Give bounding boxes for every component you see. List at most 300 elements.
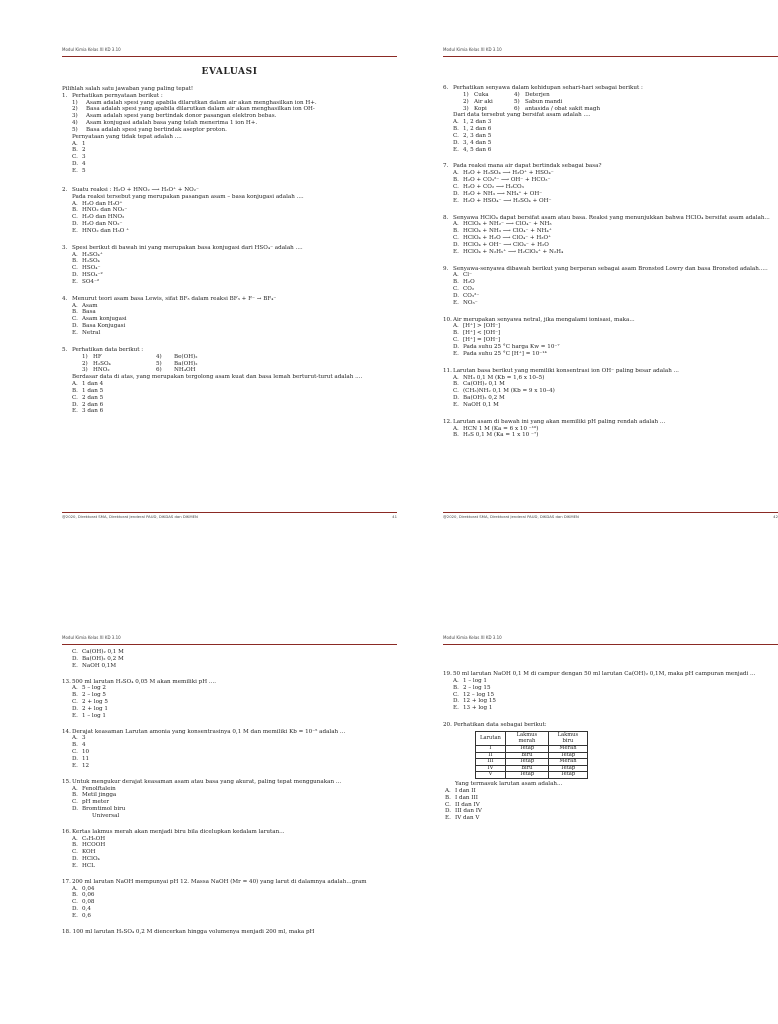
option-letter: B. xyxy=(72,258,78,265)
option-letter: A. xyxy=(72,200,78,207)
text-line: CO₃²⁻ xyxy=(463,292,480,299)
text-line: Perhatikan data sebagai berikut: xyxy=(453,722,547,729)
question-12 xyxy=(443,419,778,440)
table-cell: Tetap xyxy=(505,746,548,753)
text-line: Sabun mandi xyxy=(525,98,563,105)
answer-option xyxy=(72,154,397,161)
page-43 xyxy=(62,634,397,1024)
option-letter: E. xyxy=(72,227,78,234)
option-letter: B. xyxy=(453,432,459,439)
text-line: 4 xyxy=(82,742,86,749)
text-line: 50 ml larutan NaOH 0,1 M di campur dengan 50 ml larutan Ca(OH)₂ 0,1M, maka pH campuran menjadi ... xyxy=(453,671,756,677)
answer-option xyxy=(72,330,397,337)
data-list-row xyxy=(453,99,778,106)
text-line: 1 dan 5 xyxy=(82,387,104,394)
option-letter: B. xyxy=(453,684,459,691)
option-letter: D. xyxy=(453,698,460,705)
option-letter: C. xyxy=(72,849,78,856)
text-line: 0,06 xyxy=(82,892,95,899)
option-letter: B. xyxy=(453,228,459,235)
question-number: 8. xyxy=(443,214,449,221)
option-letter: C. xyxy=(453,286,459,293)
answer-option xyxy=(453,249,778,256)
text-line: 0,6 xyxy=(82,913,91,919)
option-letter: B. xyxy=(453,330,459,337)
answer-option xyxy=(453,198,778,205)
option-letter: E. xyxy=(72,167,78,174)
text-line: Senyawa-senyawa dibawah berikut yang berperan sebagai asam Bronsted Lowry dan basa Bronsted adalah..... xyxy=(453,265,768,272)
option-letter: A. xyxy=(72,302,78,309)
statement-item xyxy=(72,127,397,134)
table-cell: IV xyxy=(476,765,506,772)
text-line: Spesi berikut di bawah ini yang merupakan basa konjugasi dari HSO₄⁻ adalah .... xyxy=(72,244,303,251)
option-letter: E. xyxy=(72,862,78,869)
option-letter: B. xyxy=(72,309,78,316)
option-letter: C. xyxy=(72,214,78,221)
text-line: 10 xyxy=(82,749,90,756)
text-line: 12 xyxy=(82,762,90,769)
instruction: Pilihlah salah satu jawaban yang paling tepat! xyxy=(62,85,194,92)
text-line: Modul Kimia Kelas XI KD 3.10 xyxy=(62,47,121,53)
option-letter: E. xyxy=(445,815,451,822)
text-line: Dari data tersebut yang bersifat asam adalah .... xyxy=(453,112,591,119)
answer-option xyxy=(72,813,397,820)
question-number: 19. xyxy=(443,671,452,677)
text-line: H₂S 0,1 M (Ka = 1 x 10 ⁻⁷) xyxy=(463,432,539,439)
page-footer xyxy=(443,512,778,521)
page-41 xyxy=(62,46,397,521)
answer-option xyxy=(453,177,778,184)
text-line: Pada suhu 25 °C [H⁺] = 10⁻¹⁴ xyxy=(463,350,547,357)
text-line: 1, 2 dan 3 xyxy=(463,119,492,126)
answer-option xyxy=(453,140,778,147)
text-line: NaOH 0,1M xyxy=(82,662,117,669)
answer-option xyxy=(72,899,397,906)
option-letter: D. xyxy=(453,395,460,402)
option-letter: A. xyxy=(445,787,451,794)
option-letter: B. xyxy=(72,842,78,849)
option-letter: B. xyxy=(72,387,78,394)
text-line: 0,4 xyxy=(82,906,91,913)
question-number: 2. xyxy=(62,186,68,193)
option-letter: D. xyxy=(72,161,79,168)
table-cell: Merah xyxy=(548,759,587,766)
text-line: 1) xyxy=(72,99,78,106)
answer-option xyxy=(453,184,778,191)
answer-option xyxy=(453,191,778,198)
option-letter: C. xyxy=(72,265,78,272)
answer-option xyxy=(453,330,778,337)
text-line: Basa Konjugasi xyxy=(82,323,126,330)
text-line: HNO₂ dan H₃O ⁺ xyxy=(82,227,130,234)
text-line: Perhatikan data berikut : xyxy=(72,346,144,353)
text-line: H₂O + CO₂ ⟶ H₂CO₃ xyxy=(463,183,524,190)
statement-item xyxy=(72,120,397,127)
option-letter: A. xyxy=(453,221,459,228)
option-letter: A. xyxy=(72,251,78,258)
text-line: Perhatikan senyawa dalam kehidupan sehari-hari sebagai berikut : xyxy=(453,85,643,91)
text-line: H₃SO₄⁺ xyxy=(82,251,103,258)
question-number: 15. xyxy=(62,778,71,785)
option-letter: C. xyxy=(72,154,78,161)
option-letter: A. xyxy=(72,735,78,742)
table-cell: II xyxy=(476,752,506,759)
text-line: 1, 2 dan 6 xyxy=(463,126,492,133)
option-letter: D. xyxy=(453,190,460,197)
answer-option xyxy=(72,692,397,699)
question-11 xyxy=(443,368,778,409)
text-line: HClO₄ + N₂H₅⁺ ⟶ H₂ClO₄⁺ + N₂H₄ xyxy=(463,248,564,255)
answer-option xyxy=(453,685,778,692)
option-letter: B. xyxy=(72,207,78,214)
answer-option xyxy=(72,713,397,720)
text-line: 5 – log 2 xyxy=(82,685,106,692)
text-line: Metil jingga xyxy=(82,792,117,799)
text-line: III dan IV xyxy=(455,808,482,815)
text-line: KOH xyxy=(82,849,96,856)
answer-option xyxy=(72,663,397,670)
answer-option xyxy=(72,279,397,286)
text-line: 3 xyxy=(82,735,86,742)
text-line: Asam adalah spesi yang bertindak donor pasangan elektron bebas. xyxy=(86,113,277,120)
answer-option xyxy=(453,344,778,351)
question-number: 9. xyxy=(443,265,449,272)
text-line: HCOOH xyxy=(82,842,106,849)
answer-option xyxy=(72,309,397,316)
answer-option xyxy=(72,656,397,663)
question-1 xyxy=(62,93,397,175)
text-line: Air merupakan senyawa netral, jika mengalami ionisasi, maka... xyxy=(453,316,635,323)
option-letter: A. xyxy=(453,374,459,381)
answer-option xyxy=(72,408,397,415)
text-line: Bromtimol biru xyxy=(82,806,126,813)
answer-option xyxy=(72,221,397,228)
text-line: Ca(OH)₂ 0,1 M xyxy=(463,381,505,388)
text-line: HF xyxy=(93,353,102,360)
data-list-row xyxy=(72,367,397,374)
table-header-row xyxy=(476,731,588,745)
question-number: 6. xyxy=(443,85,449,91)
table-cell: Tetap xyxy=(505,772,548,779)
text-line: 5) xyxy=(156,360,162,367)
answer-option xyxy=(453,678,778,685)
question-number: 17. xyxy=(62,878,71,885)
question-number: 7. xyxy=(443,163,449,170)
answer-option xyxy=(453,705,778,712)
answer-option xyxy=(72,252,397,259)
text-line: pH meter xyxy=(82,799,110,806)
text-line: NO₃⁻ xyxy=(463,299,478,306)
question-17 xyxy=(62,879,397,920)
answer-option xyxy=(453,432,778,439)
text-line: @2020, Direktorat SMA, Direktorat Jenderal PAUD, DIKDAS dan DIKMEN xyxy=(62,514,198,519)
question-number: 13. xyxy=(62,678,71,685)
option-letter: C. xyxy=(453,691,459,698)
answer-option xyxy=(453,235,778,242)
text-line: Kopi xyxy=(474,105,487,112)
answer-option xyxy=(72,906,397,913)
text-line: Air aki xyxy=(474,98,493,105)
text-line: H₂O + CO₃²⁻ ⟶ OH⁻ + HCO₃⁻ xyxy=(463,177,551,184)
option-letter: E. xyxy=(72,913,78,919)
answer-option xyxy=(72,141,397,148)
text-line: 2, 3 dan 5 xyxy=(463,132,492,139)
text-line: 3 dan 6 xyxy=(82,408,104,415)
text-line: Untuk mengukur derajat keasaman asam atau basa yang akurat, paling tepat menggunakan ... xyxy=(72,778,342,785)
text-line: Netral xyxy=(82,330,101,336)
question-13 xyxy=(62,679,397,720)
answer-option xyxy=(72,323,397,330)
option-letter: C. xyxy=(72,799,78,806)
question-number: 12. xyxy=(443,418,452,425)
option-letter: D. xyxy=(453,292,460,299)
option-letter: A. xyxy=(72,835,78,842)
answer-option xyxy=(72,842,397,849)
option-letter: E. xyxy=(72,330,78,336)
text-line: Pada suhu 25 °C harga Kw = 10⁻⁷ xyxy=(463,344,560,350)
option-letter: A. xyxy=(72,381,78,388)
text-line: Basa adalah spesi yang bertindak aseptor proton. xyxy=(86,126,227,133)
option-letter: E. xyxy=(453,350,459,357)
option-letter: D. xyxy=(453,241,460,248)
option-letter: C. xyxy=(453,132,459,139)
text-line: 3 xyxy=(82,154,86,161)
text-line: Larutan basa berikut yang memiliki konsentrasi ion OH⁻ paling besar adalah ... xyxy=(453,367,679,374)
text-line: Derajat keasaman Larutan amonia yang konsentrasinya 0,1 M dan memiliki Kb = 10⁻⁵ adalah ... xyxy=(72,728,346,735)
text-line: 2 xyxy=(82,147,86,154)
answer-option xyxy=(453,147,778,154)
table-cell: Biru xyxy=(505,765,548,772)
option-letter: C. xyxy=(72,899,78,906)
option-letter: C. xyxy=(72,699,78,706)
text-line: Asam adalah spesi yang apabila dilarutkan dalam air akan menghasilkan ion H+. xyxy=(86,99,317,106)
option-letter: D. xyxy=(453,139,460,146)
answer-option xyxy=(453,286,778,293)
question-number: 16. xyxy=(62,828,71,835)
text-line: HSO₄⁻² xyxy=(82,272,103,279)
text-line: HClO₄ + NH₂⁻ ⟶ ClO₄⁻ + NH₃ xyxy=(463,221,552,228)
table-cell: Merah xyxy=(548,746,587,753)
option-letter: B. xyxy=(453,126,459,133)
option-letter: D. xyxy=(72,323,79,330)
text-line: 2 – log 15 xyxy=(463,684,491,691)
text-line: H₂O dan HNO₂ xyxy=(82,214,125,221)
text-line: H₂SO₄ xyxy=(93,360,111,367)
answer-option xyxy=(72,228,397,235)
answer-option xyxy=(453,242,778,249)
data-list-row xyxy=(453,106,778,113)
text-line: NaOH 0,1 M xyxy=(463,401,499,408)
text-line: 2) xyxy=(72,106,78,113)
text-line: 1) xyxy=(463,91,469,98)
text-line: HNO₂ dan NO₂⁻ xyxy=(82,207,128,214)
data-list-row xyxy=(453,92,778,99)
answer-option xyxy=(72,699,397,706)
table-cell: Tetap xyxy=(548,765,587,772)
text-line: 12 + log 15 xyxy=(463,698,496,705)
question-number: 11. xyxy=(443,367,452,374)
text-line: HClO₄ + NH₃ ⟶ ClO₄⁻ + NH₄⁺ xyxy=(463,228,552,235)
option-letter: B. xyxy=(72,692,78,699)
table-cell: III xyxy=(476,759,506,766)
table-cell: Biru xyxy=(505,752,548,759)
text-line: 1) xyxy=(82,353,88,360)
answer-option xyxy=(453,402,778,409)
answer-option xyxy=(72,168,397,175)
question-number: 14. xyxy=(62,728,71,735)
question-8 xyxy=(443,215,778,256)
text-line: Cuka xyxy=(474,91,489,98)
answer-option xyxy=(453,337,778,344)
answer-option xyxy=(72,792,397,799)
answer-option xyxy=(453,323,778,330)
answer-option xyxy=(72,786,397,793)
option-letter: E. xyxy=(72,408,78,415)
option-letter: D. xyxy=(72,401,79,408)
answer-option xyxy=(72,863,397,870)
text-line: 6) xyxy=(514,105,520,112)
answer-option xyxy=(72,849,397,856)
text-line: NH₃ 0,1 M (Kb = 1,6 x 10–5) xyxy=(463,374,545,381)
statement-item xyxy=(72,106,397,113)
option-letter: D. xyxy=(72,705,79,712)
option-letter: A. xyxy=(72,885,78,892)
answer-option xyxy=(72,806,397,813)
option-letter: B. xyxy=(453,177,459,184)
answer-option xyxy=(72,402,397,409)
option-letter: B. xyxy=(445,794,451,801)
option-letter: C. xyxy=(72,749,78,756)
answer-option xyxy=(453,119,778,126)
text-line: Modul Kimia Kelas XI KD 3.10 xyxy=(443,47,502,53)
option-letter: B. xyxy=(72,742,78,749)
text-line: I dan III xyxy=(455,794,478,801)
text-line: 12 – log 15 xyxy=(463,691,495,698)
option-letter: E. xyxy=(453,705,459,712)
option-letter: E. xyxy=(453,146,459,153)
text-line: H₂O dan H₃O⁺ xyxy=(82,200,123,207)
answer-option xyxy=(453,133,778,140)
text-line: Berdasar data di atas, yang merupakan tergolong asam kuat dan basa lemah berturut-turut adalah .... xyxy=(72,374,363,381)
page-44 xyxy=(443,634,778,1024)
option-letter: C. xyxy=(445,801,451,808)
text-line: 2 + log 5 xyxy=(82,699,108,706)
page-header xyxy=(443,46,778,57)
option-letter: E. xyxy=(72,762,78,769)
option-letter: A. xyxy=(72,685,78,692)
text-line: H₂O + HSO₄⁻ ⟶ H₂SO₄ + OH⁻ xyxy=(463,197,552,204)
answer-option xyxy=(72,207,397,214)
text-line: [H⁺] > [OH⁻] xyxy=(463,323,501,330)
answer-option xyxy=(72,756,397,763)
table-cell: I xyxy=(476,746,506,753)
option-letter: C. xyxy=(453,235,459,242)
text-line: Cl⁻ xyxy=(463,272,473,279)
text-line: HCN 1 M (Ka = 6 x 10 ⁻¹⁰) xyxy=(463,425,539,432)
answer-option xyxy=(72,836,397,843)
text-line: @2020, Direktorat SMA, Direktorat Jenderal PAUD, DIKDAS dan DIKMEN xyxy=(443,514,579,519)
table-cell: Tetap xyxy=(548,752,587,759)
text-line: 0,04 xyxy=(82,885,95,892)
question-number: 5. xyxy=(62,346,68,353)
option-letter: A. xyxy=(72,785,78,792)
text-line: 2 + log 1 xyxy=(82,705,108,712)
answer-option xyxy=(453,228,778,235)
option-letter: E. xyxy=(72,662,78,669)
text-line: 4) xyxy=(156,353,162,360)
page-title: EVALUASI xyxy=(201,67,258,77)
text-line: Asam xyxy=(82,302,98,309)
answer-option xyxy=(72,735,397,742)
text-line: Basa xyxy=(82,309,96,316)
answer-option xyxy=(72,799,397,806)
answer-option xyxy=(72,258,397,265)
answer-option xyxy=(453,395,778,402)
text-line: HClO₄ xyxy=(82,856,100,863)
text-line: 6) xyxy=(156,367,162,374)
text-line: HClO₄ + OH⁻ ⟶ ClO₄⁻ + H₂O xyxy=(463,241,549,248)
option-letter: E. xyxy=(453,197,459,204)
answer-option xyxy=(72,388,397,395)
question-9 xyxy=(443,266,778,307)
text-line: antasida / obat sakit magh xyxy=(525,105,601,112)
page-footer xyxy=(62,512,397,521)
answer-option xyxy=(72,856,397,863)
option-letter: D. xyxy=(72,856,79,863)
text-line: SO4⁻² xyxy=(82,278,100,285)
question-7 xyxy=(443,163,778,204)
text-line: 1 – log 1 xyxy=(82,712,106,719)
table-header-cell: Larutan xyxy=(476,731,506,745)
text-line: IV dan V xyxy=(455,815,480,822)
text-line: H₂SO₄ xyxy=(82,258,100,265)
answer-option xyxy=(72,886,397,893)
answer-option xyxy=(72,303,397,310)
text-line: Asam konjugasi xyxy=(82,316,127,323)
text-line: 1 xyxy=(82,140,86,147)
text-line: Senyawa HClO₄ dapat bersifat asam atau basa. Reaksi yang menunjukkan bahwa HClO₄ bersifat asam adalah... xyxy=(453,214,770,221)
option-letter: E. xyxy=(453,248,459,255)
text-line: (CH₃)NH₂ 0,1 M (Kb = 9 x 10–4) xyxy=(463,388,555,395)
table-header-cell: Lakmus merah xyxy=(505,731,548,745)
question-number: 4. xyxy=(62,295,68,302)
question-12-continued xyxy=(62,649,397,670)
text-line: HCL xyxy=(82,862,95,869)
text-line: C₂H₅OH xyxy=(82,835,106,842)
option-letter: A. xyxy=(453,170,459,177)
text-line: II dan IV xyxy=(455,801,480,808)
statement-item xyxy=(72,100,397,107)
text-line: Menurut teori asam basa Lewis, sifat BF₃ dalam reaksi BF₃ + F⁻ → BF₄⁻ xyxy=(72,295,277,302)
question-18-partial: 18. 100 ml larutan H₂SO₄ 0,2 M diencerkan hingga volumenya menjadi 200 ml, maka pH xyxy=(62,928,315,935)
data-list-row xyxy=(72,354,397,361)
option-letter: C. xyxy=(453,183,459,190)
option-letter: C. xyxy=(72,316,78,323)
text-line: 2 dan 5 xyxy=(82,394,104,401)
data-list-row xyxy=(72,361,397,368)
text-line: 4 xyxy=(82,161,86,168)
text-line: 0,08 xyxy=(82,899,95,906)
option-letter: A. xyxy=(453,425,459,432)
text-line: Perhatikan pernyataan berikut : xyxy=(72,92,163,99)
answer-option xyxy=(453,698,778,705)
option-letter: A. xyxy=(453,272,459,279)
question-5 xyxy=(62,347,397,415)
text-line: 500 ml larutan H₂SO₄ 0,05 M akan memiliki pH .... xyxy=(72,678,217,685)
answer-option xyxy=(443,795,778,802)
text-line: 5) xyxy=(72,126,78,133)
question-14 xyxy=(62,729,397,770)
